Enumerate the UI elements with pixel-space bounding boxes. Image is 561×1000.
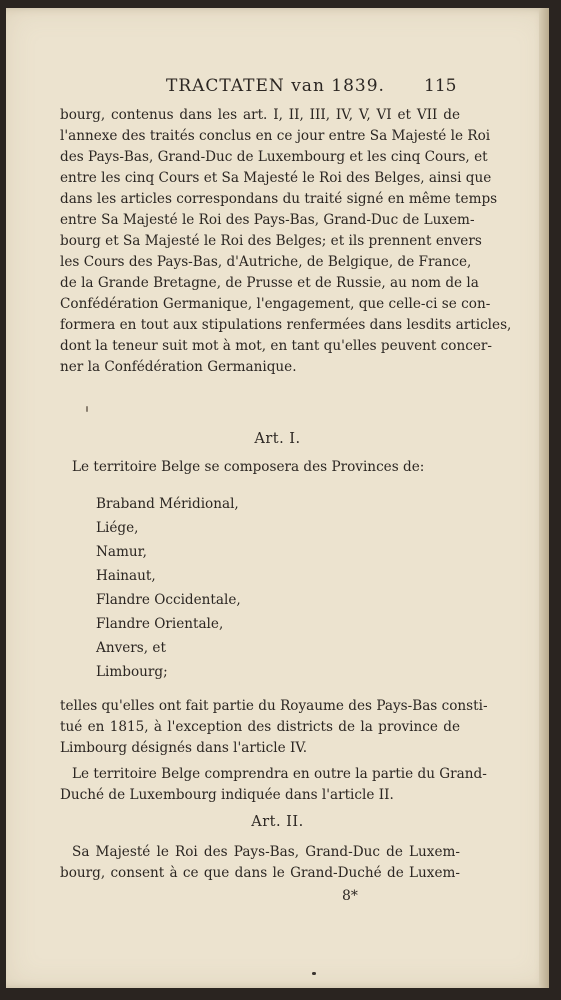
- page-header: [6, 74, 549, 104]
- continuation-line: Limbourg désignés dans l'article IV.: [60, 740, 308, 756]
- province-item: Hainaut,: [96, 568, 156, 584]
- province-item: Liége,: [96, 520, 139, 536]
- article-2-line: Sa Majesté le Roi des Pays-Bas, Grand-Duc de Luxem-: [72, 844, 460, 860]
- intro-line: entre les cinq Cours et Sa Majesté le Roi des Belges, ainsi que: [60, 170, 492, 186]
- intro-line: bourg et Sa Majesté le Roi des Belges; et ils prennent envers: [60, 233, 482, 249]
- book-page: [6, 8, 549, 988]
- article-1-lead: Le territoire Belge se composera des Provinces de:: [72, 459, 425, 475]
- continuation-line: telles qu'elles ont fait partie du Royaume des Pays-Bas consti-: [60, 698, 488, 714]
- intro-line: de la Grande Bretagne, de Prusse et de Russie, au nom de la: [60, 275, 479, 291]
- province-item: Flandre Occidentale,: [96, 592, 241, 608]
- article-2-line: bourg, consent à ce que dans le Grand-Duché de Luxem-: [60, 865, 460, 881]
- article-1-title: Art. I.: [254, 431, 301, 447]
- paragraph-line: Duché de Luxembourg indiquée dans l'article II.: [60, 787, 394, 803]
- continuation-line: tué en 1815, à l'exception des districts de la province de: [60, 719, 460, 735]
- ink-speck: [86, 406, 88, 412]
- intro-line: les Cours des Pays-Bas, d'Autriche, de Belgique, de France,: [60, 254, 472, 270]
- province-item: Flandre Orientale,: [96, 616, 224, 632]
- intro-line: ner la Confédération Germanique.: [60, 359, 297, 375]
- running-title: TRACTATEN van 1839.: [166, 76, 385, 96]
- intro-line: entre Sa Majesté le Roi des Pays-Bas, Grand-Duc de Luxem-: [60, 212, 475, 228]
- province-item: Namur,: [96, 544, 147, 560]
- intro-line: Confédération Germanique, l'engagement, que celle-ci se con-: [60, 296, 491, 312]
- province-item: Limbourg;: [96, 664, 168, 680]
- intro-line: des Pays-Bas, Grand-Duc de Luxembourg et les cinq Cours, et: [60, 149, 488, 165]
- intro-line: dont la teneur suit mot à mot, en tant qu'elles peuvent concer-: [60, 338, 492, 354]
- intro-line: l'annexe des traités conclus en ce jour entre Sa Majesté le Roi: [60, 128, 491, 144]
- page-edge: [539, 8, 549, 988]
- intro-line: bourg, contenus dans les art. I, II, III, IV, V, VI et VII de: [60, 107, 460, 123]
- intro-line: formera en tout aux stipulations renfermées dans lesdits articles,: [60, 317, 512, 333]
- intro-line: dans les articles correspondans du traité signé en même temps: [60, 191, 498, 207]
- province-item: Anvers, et: [96, 640, 166, 656]
- article-2-title: Art. II.: [251, 814, 304, 830]
- paragraph-line: Le territoire Belge comprendra en outre la partie du Grand-: [72, 766, 487, 782]
- page-number: 115: [424, 76, 457, 96]
- ink-speck: [312, 972, 316, 975]
- signature-mark: 8*: [342, 888, 358, 904]
- province-item: Braband Méridional,: [96, 496, 239, 512]
